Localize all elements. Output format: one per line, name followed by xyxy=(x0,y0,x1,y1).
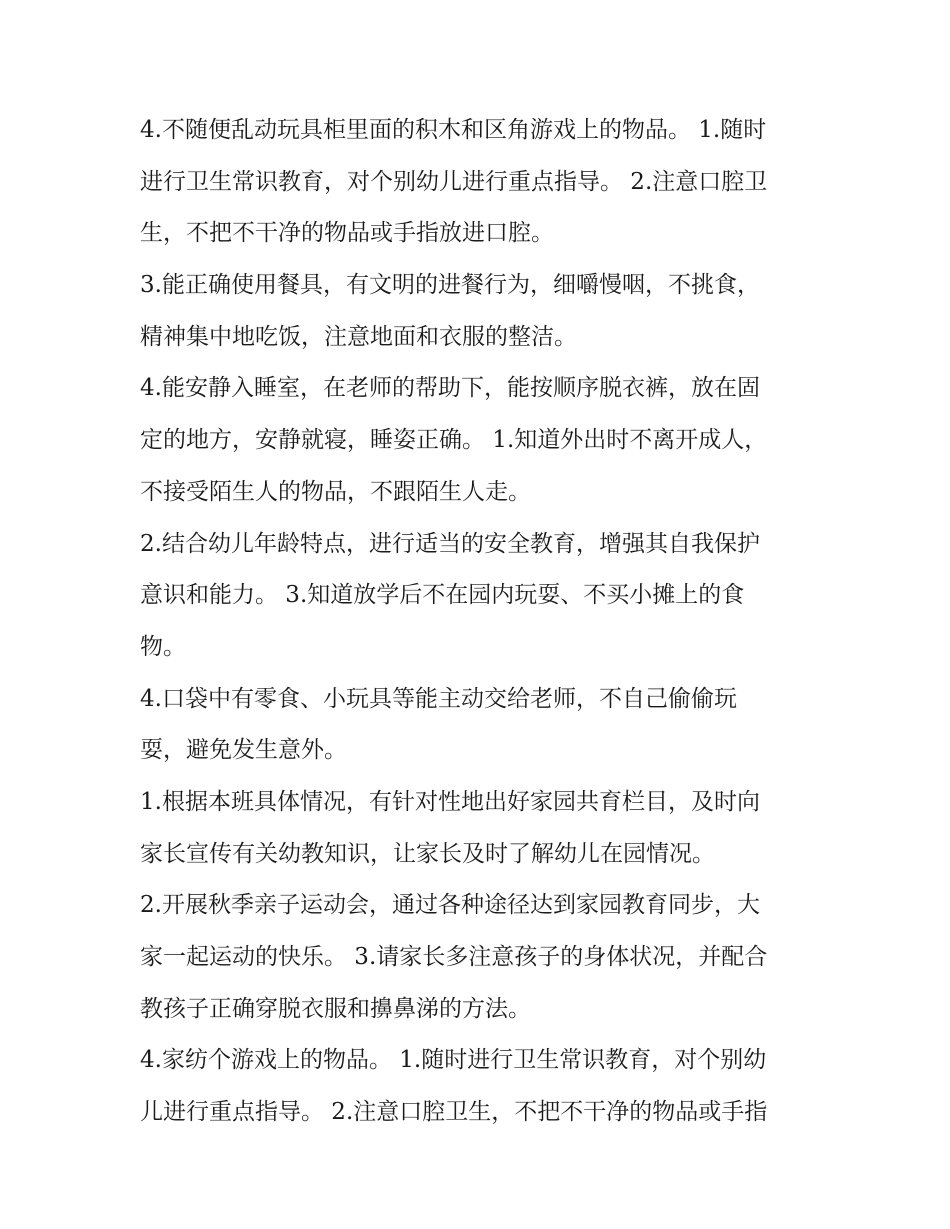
text-line: 4.能安静入睡室，在老师的帮助下，能按顺序脱衣裤，放在固 xyxy=(140,375,760,402)
text-line: 儿进行重点指导。 2.注意口腔卫生，不把不干净的物品或手指 xyxy=(140,1099,768,1126)
text-line: 4.口袋中有零食、小玩具等能主动交给老师，不自己偷偷玩 xyxy=(140,685,737,712)
text-line: 精神集中地吃饭，注意地面和衣服的整洁。 xyxy=(140,323,577,350)
text-line: 不接受陌生人的物品，不跟陌生人走。 xyxy=(140,478,531,505)
text-line: 2.开展秋季亲子运动会，通过各种途径达到家园教育同步，大 xyxy=(140,892,760,919)
text-line: 进行卫生常识教育，对个别幼儿进行重点指导。 2.注意口腔卫 xyxy=(140,168,768,195)
text-line: 2.结合幼儿年龄特点，进行适当的安全教育，增强其自我保护 xyxy=(140,530,760,557)
text-line: 物。 xyxy=(140,633,186,660)
text-line: 家一起运动的快乐。 3.请家长多注意孩子的身体状况，并配合 xyxy=(140,944,768,970)
text-line: 1.根据本班具体情况，有针对性地出好家园共育栏目，及时向 xyxy=(140,788,760,815)
text-line: 耍，避免发生意外。 xyxy=(140,737,347,764)
text-line: 4.家纺个游戏上的物品。 1.随时进行卫生常识教育，对个别幼 xyxy=(140,1047,767,1074)
text-line: 生，不把不干净的物品或手指放进口腔。 xyxy=(140,220,554,247)
text-line: 家长宣传有关幼教知识，让家长及时了解幼儿在园情况。 xyxy=(140,840,715,867)
text-line: 定的地方，安静就寝，睡姿正确。 1.知道外出时不离开成人， xyxy=(140,427,768,454)
text-line: 意识和能力。 3.知道放学后不在园内玩耍、不买小摊上的食 xyxy=(140,582,745,609)
document-body xyxy=(140,105,820,1139)
text-line: 教孩子正确穿脱衣服和擤鼻涕的方法。 xyxy=(140,995,531,1022)
text-line: 3.能正确使用餐具，有文明的进餐行为，细嚼慢咽，不挑食， xyxy=(140,272,760,299)
text-line: 4.不随便乱动玩具柜里面的积木和区角游戏上的物品。 1.随时 xyxy=(140,117,767,143)
